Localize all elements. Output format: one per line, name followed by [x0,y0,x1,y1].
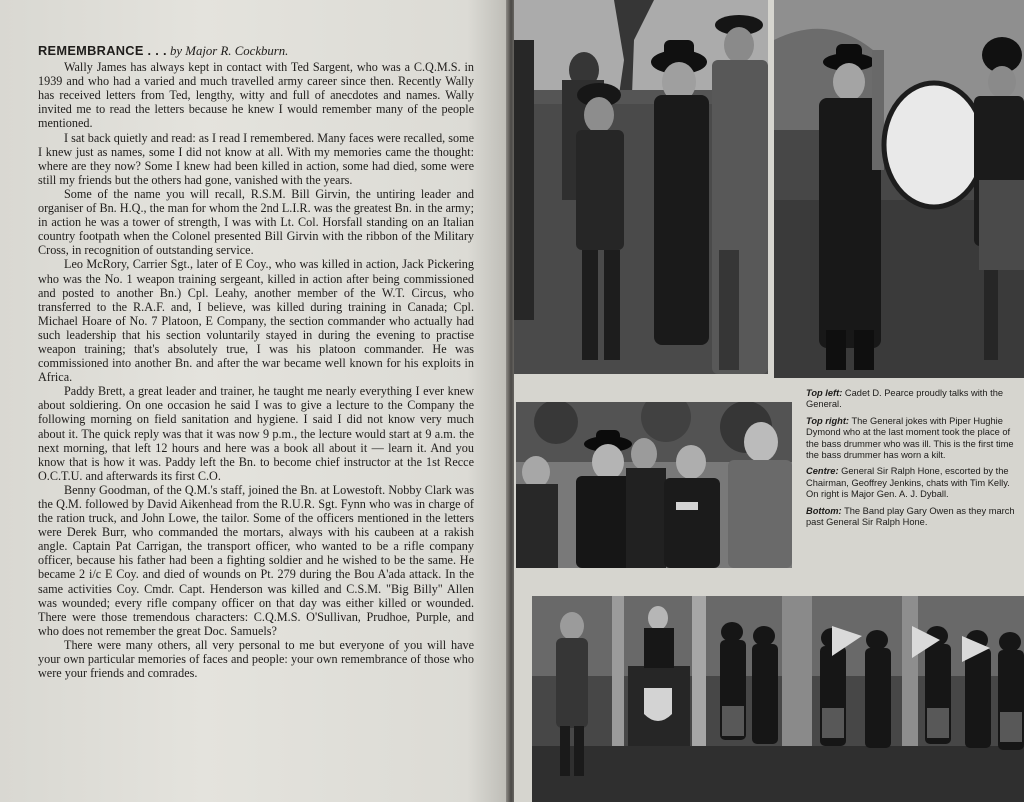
article-paragraph: There were many others, all very personal to me but everyone of you will have your own particular memories of faces and people: your own remembrance of those who were your friends and comrades. [38,637,474,681]
article-paragraph: I sat back quietly and read: as I read I remembered. Many faces were recalled, some I knew just as names, some I did not know at all. With my memories came the thought: where are they now? Some I knew had been killed in action, some had died, some were still my friends but the others had gone, vanished with the years. [38,130,474,187]
caption-text: Cadet D. Pearce proudly talks with the General. [806,388,1004,410]
article-headline [38,44,474,58]
article-title: REMEMBRANCE . . . [38,43,167,58]
caption-top-right [806,416,1020,462]
photo-cadet-with-general [514,0,768,374]
article-paragraph: Wally James has always kept in contact with Ted Sargent, who was a C.Q.M.S. in 1939 and who had a varied and much travelled army career since then. Recently Wally has received letters from Ted, lengthy, witty and full of anecdotes and names. Wally invited me to read the letters because he knew I would remember many of the people mentioned. [38,60,474,131]
caption-top-left [806,388,1020,411]
photo-general-chats [516,402,792,568]
photo-captions [806,388,1020,533]
caption-centre [806,466,1020,500]
article-paragraph: Paddy Brett, a great leader and trainer, he taught me nearly everything I ever knew about soldiering. On one occasion he said I was to give a lecture to the Company the following morning on field sanitation and hygiene. I said I did not know very much about it. The quick reply was that it was now 9 p.m., the lecture would start at 9 a.m. the next morning, that left 12 hours and here was a book all about it — learn it. And you know that is how it was. Paddy left the Bn. to become chief instructor at the 1st Recce O.C.T.U. and afterwards its first C.O. [38,384,474,483]
caption-label: Top left: [806,388,843,398]
caption-label: Bottom: [806,505,842,516]
caption-text: General Sir Ralph Hone, escorted by the Chairman, Geoffrey Jenkins, chats with Tim Kelly. On right is Major Gen. A. J. Dyball. [806,466,1010,500]
photo-general-with-piper [774,0,1024,378]
caption-bottom [806,506,1020,529]
caption-label: Centre: [806,466,839,477]
article-byline: by Major R. Cockburn. [170,44,289,58]
caption-text: The Band play Gary Owen as they march past General Sir Ralph Hone. [806,505,1015,528]
article-paragraph: Some of the name you will recall, R.S.M. Bill Girvin, the untiring leader and organiser of Bn. H.Q., the man for whom the 2nd L.I.R. was the greatest Bn. in the army; in action he was a tower of strength, I was with Lt. Col. Horsfall standing on an Italian country footpath when the Colonel presented Bill Girvin with the ribbon of the Military Cross, in recognition of outstanding service. [38,186,474,258]
caption-label: Top right: [806,415,850,426]
photo-band-march-past [532,596,1024,802]
article-paragraph: Leo McRory, Carrier Sgt., later of E Coy., who was killed in action, Jack Pickering who was the No. 1 weapon training sergeant, killed in action after being commissioned and posted to another Bn.) Cpl. Leahy, another member of the W.T. Circus, who transferred to the R.A.F. and, I believe, was killed during training in Canada; Cpl. Michael Hoare of No. 7 Platoon, E Company, the section commander who actually had such leadership that his section voluntarily stayed in during the evening to practise weapon training; that's absolutely true, I was his platoon commander. He was commissioned into another Bn. and after the war became well known for his exploits in Africa. [38,257,474,385]
left-page [0,0,508,802]
article [38,44,474,680]
right-page [514,0,1024,802]
caption-text: The General jokes with Piper Hughie Dymond who at the last moment took the place of the bass drummer who was ill. This is the first time the bass drummer has worn a kilt. [806,415,1014,461]
article-paragraph: Benny Goodman, of the Q.M.'s staff, joined the Bn. at Lowestoft. Nobby Clark was the Q.M. followed by David Aikenhead from the R.U.R. Sgt. Fynn who was in charge of the ration truck, and John Lowe, the tailor. Some of the officers mentioned in the letters were Derek Burr, who commanded the mortars, always with his caubeen at a rakish angle. Captain Pat Carrigan, the transport officer, who wanted to be a rifle company officer, because his father had been a fighting soldier and he wished to be the same. He became 2 i/c E Coy. and died of wounds on Pt. 279 during the Bou A'ada attack. In the same activities Coy. Cmdr. Capt. Henderson was killed and C.S.M. "Big Billy" Allen was wounded; every rifle company officer on that day was either killed or wounded. There were those tremendous characters: C.Q.M.S. O'Sullivan, Prudhoe, Purple, and who does not remember the great Doc. Samuels? [38,482,474,638]
